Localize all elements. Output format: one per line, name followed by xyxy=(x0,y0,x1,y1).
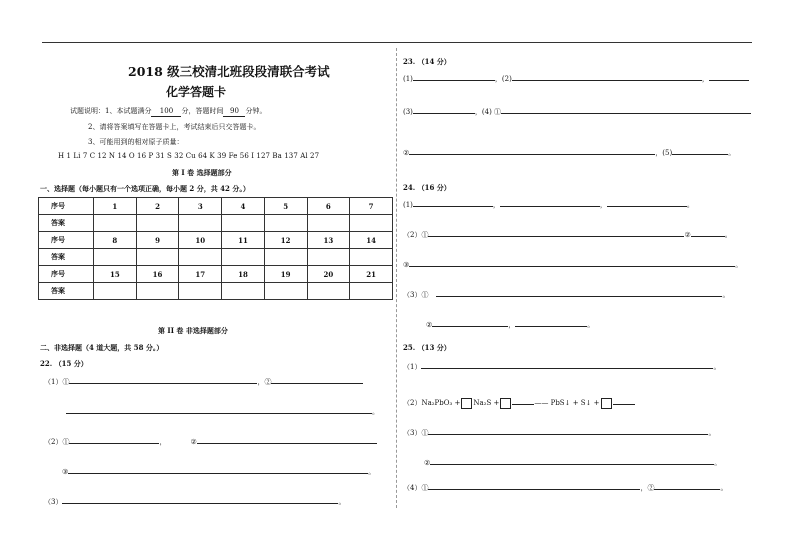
q22-line4: （3） 。 xyxy=(44,495,345,507)
answer-blank[interactable] xyxy=(691,228,725,237)
question-number: 6 xyxy=(307,198,350,215)
answer-cell[interactable] xyxy=(222,283,265,300)
table-row xyxy=(39,283,393,300)
q24-line5: ② ， 。 xyxy=(426,318,594,330)
answer-cell[interactable] xyxy=(350,283,393,300)
question-number: 18 xyxy=(222,266,265,283)
question-number: 1 xyxy=(94,198,137,215)
answer-blank[interactable] xyxy=(413,72,495,81)
row-label: 序号 xyxy=(39,198,94,215)
q22-title: 22. （15 分） xyxy=(40,359,88,368)
q25-title: 25. （13 分） xyxy=(403,343,451,352)
answer-cell[interactable] xyxy=(264,249,307,266)
question-number: 16 xyxy=(136,266,179,283)
part2-section: 二、非选择题（4 道大题，共 58 分。） xyxy=(40,343,164,352)
answer-cell[interactable] xyxy=(136,283,179,300)
answer-cell[interactable] xyxy=(222,215,265,232)
answer-blank[interactable] xyxy=(515,318,587,327)
row-label: 序号 xyxy=(39,266,94,283)
answer-blank[interactable] xyxy=(197,435,377,444)
question-number: 20 xyxy=(307,266,350,283)
answer-cell[interactable] xyxy=(307,283,350,300)
answer-blank[interactable] xyxy=(428,481,640,490)
answer-cell[interactable] xyxy=(94,283,137,300)
choice-answer-table xyxy=(38,197,393,300)
answer-blank[interactable] xyxy=(69,435,159,444)
coefficient-box[interactable] xyxy=(500,398,511,409)
answer-blank[interactable] xyxy=(709,72,749,81)
q24-line4: （3）① 。 xyxy=(403,288,729,300)
answer-blank[interactable] xyxy=(409,258,735,267)
q25-line1: （1） 。 xyxy=(403,360,720,372)
question-number: 4 xyxy=(222,198,265,215)
answer-cell[interactable] xyxy=(307,249,350,266)
question-number: 12 xyxy=(264,232,307,249)
answer-blank[interactable] xyxy=(672,146,728,155)
table-row xyxy=(39,215,393,232)
q24-line3: ③ 。 xyxy=(403,258,742,270)
answer-cell[interactable] xyxy=(350,215,393,232)
exam-title: 2018 级三校清北班段段清联合考试 xyxy=(128,64,330,79)
answer-cell[interactable] xyxy=(264,283,307,300)
question-number: 21 xyxy=(350,266,393,283)
answer-blank[interactable] xyxy=(512,396,534,405)
answer-cell[interactable] xyxy=(136,215,179,232)
row-label: 答案 xyxy=(39,249,94,266)
answer-blank[interactable] xyxy=(430,456,714,465)
question-number: 19 xyxy=(264,266,307,283)
table-row xyxy=(39,249,393,266)
question-number: 5 xyxy=(264,198,307,215)
q23-title: 23. （14 分） xyxy=(403,57,451,66)
answer-blank[interactable] xyxy=(421,360,713,369)
answer-blank[interactable] xyxy=(613,396,635,405)
top-rule xyxy=(42,42,752,43)
answer-cell[interactable] xyxy=(94,215,137,232)
q24-title: 24. （16 分） xyxy=(403,183,451,192)
part1-section: 一、选择题（每小题只有一个选项正确，每小题 2 分，共 42 分。） xyxy=(40,184,250,193)
answer-cell[interactable] xyxy=(179,249,222,266)
question-number: 2 xyxy=(136,198,179,215)
q22-line1: （1）① ，② xyxy=(44,375,363,387)
answer-blank[interactable] xyxy=(500,198,600,207)
q22-line3: ③ 。 xyxy=(62,465,375,477)
column-divider xyxy=(396,48,397,508)
question-number: 13 xyxy=(307,232,350,249)
question-number: 10 xyxy=(179,232,222,249)
answer-blank[interactable] xyxy=(66,405,372,414)
q25-line3: （3）① 。 xyxy=(403,426,715,438)
answer-cell[interactable] xyxy=(264,215,307,232)
answer-cell[interactable] xyxy=(94,249,137,266)
question-number: 8 xyxy=(94,232,137,249)
q23-line3: ② ，(5) 。 xyxy=(403,146,735,158)
question-number: 9 xyxy=(136,232,179,249)
answer-cell[interactable] xyxy=(179,215,222,232)
instructions-line1: 试题说明：1、本试题满分 100 分，答题时间 90 分钟。 xyxy=(70,107,267,115)
atomic-masses: H 1 Li 7 C 12 N 14 O 16 P 31 S 32 Cu 64 K 39 Fe 56 I 127 Ba 137 Al 27 xyxy=(58,152,320,160)
question-number: 14 xyxy=(350,232,393,249)
q24-line1: (1) ， ， 。 xyxy=(403,198,694,210)
answer-blank[interactable] xyxy=(69,375,257,384)
answer-blank[interactable] xyxy=(436,288,722,297)
q22-line2: （2）① ， ② xyxy=(44,435,377,447)
q23-line1: (1) ，(2) ， xyxy=(403,72,749,84)
answer-blank[interactable] xyxy=(413,198,493,207)
answer-blank[interactable] xyxy=(607,198,687,207)
part1-heading: 第 I 卷 选择题部分 xyxy=(172,168,232,177)
part2-heading: 第 II 卷 非选择题部分 xyxy=(158,326,228,335)
table-row xyxy=(39,198,393,215)
table-row xyxy=(39,232,393,249)
q24-line2: （2）① ② 。 xyxy=(403,228,732,240)
table-row xyxy=(39,266,393,283)
answer-cell[interactable] xyxy=(307,215,350,232)
row-label: 答案 xyxy=(39,215,94,232)
q22-line1-cont: 。 xyxy=(66,405,379,417)
answer-blank[interactable] xyxy=(428,426,708,435)
answer-cell[interactable] xyxy=(179,283,222,300)
answer-blank[interactable] xyxy=(512,72,702,81)
q25-line5: （4）① ，② 。 xyxy=(403,481,727,493)
answer-blank[interactable] xyxy=(68,465,368,474)
q23-line2: (3) ，(4) ① xyxy=(403,105,751,117)
answer-blank[interactable] xyxy=(413,105,475,114)
q25-equation: （2）Na₂PbO₃ + Na₂S + —— PbS↓ + S↓ + xyxy=(403,396,635,409)
answer-blank[interactable] xyxy=(654,481,720,490)
row-label: 答案 xyxy=(39,283,94,300)
instructions-line2: 2、请将答案填写在答题卡上，考试结束后只交答题卡。 xyxy=(88,123,261,131)
question-number: 7 xyxy=(350,198,393,215)
instructions-line3: 3、可能用到的相对原子质量： xyxy=(88,138,184,146)
answer-blank[interactable] xyxy=(501,105,751,114)
q25-line4: ② 。 xyxy=(424,456,721,468)
question-number: 15 xyxy=(94,266,137,283)
answer-blank[interactable] xyxy=(409,146,655,155)
answer-blank[interactable] xyxy=(271,375,363,384)
answer-cell[interactable] xyxy=(222,249,265,266)
time-value: 90 xyxy=(223,108,245,117)
full-score-value: 100 xyxy=(151,108,181,117)
answer-blank[interactable] xyxy=(428,228,684,237)
answer-blank[interactable] xyxy=(62,495,338,504)
question-number: 3 xyxy=(179,198,222,215)
answer-cell[interactable] xyxy=(350,249,393,266)
coefficient-box[interactable] xyxy=(601,398,612,409)
question-number: 11 xyxy=(222,232,265,249)
answer-card-title: 化学答题卡 xyxy=(166,85,227,99)
row-label: 序号 xyxy=(39,232,94,249)
coefficient-box[interactable] xyxy=(461,398,472,409)
question-number: 17 xyxy=(179,266,222,283)
answer-cell[interactable] xyxy=(136,249,179,266)
answer-blank[interactable] xyxy=(432,318,508,327)
